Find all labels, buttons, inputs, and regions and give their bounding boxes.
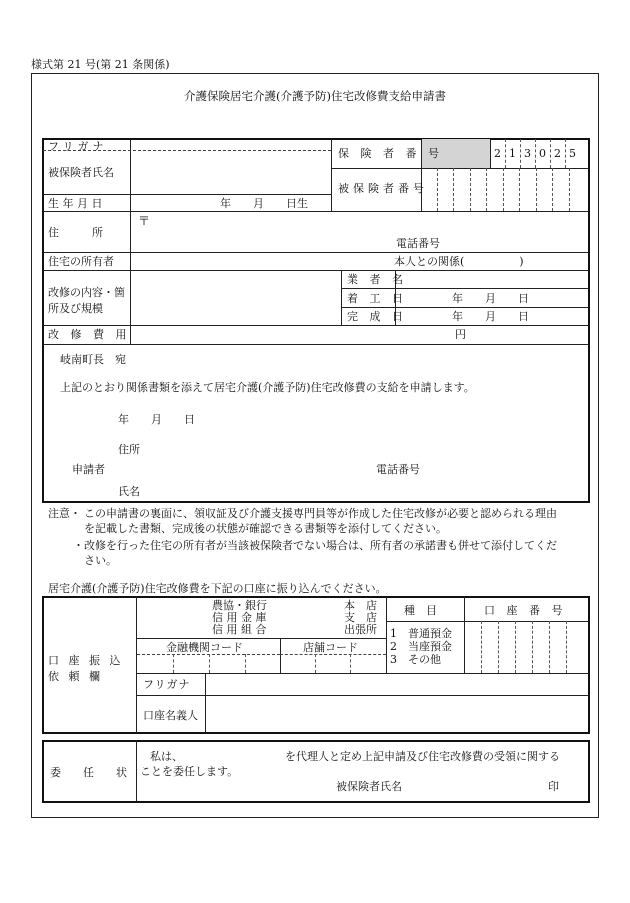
declaration-date[interactable]: 年 月 日 [118, 413, 195, 426]
form-title: 介護保険居宅介護(介護予防)住宅改修費支給申請書 [184, 89, 446, 103]
bank-intro: 居宅介護(介護予防)住宅改修費を下記の口座に振り込んでください。 [48, 582, 387, 595]
yen-label: 円 [455, 328, 466, 341]
phone-label: 電話番号 [396, 237, 440, 250]
insurer-digit-3: 3 [524, 147, 531, 160]
address-label: 住 所 [48, 226, 103, 239]
birthdate-label: 生 年 月 日 [48, 197, 103, 210]
account-type-label: 種 目 [404, 604, 437, 617]
proxy-text-a: 私は、 [150, 750, 183, 763]
insurer-digit-5: 2 [554, 147, 561, 160]
addressee: 岐南町長 宛 [60, 353, 126, 366]
declaration-statement: 上記のとおり関係書類を添えて居宅介護(介護予防)住宅改修費の支給を申請します。 [60, 381, 475, 394]
bank-section-label-2: 依 頼 欄 [48, 670, 103, 683]
branch-type-3: 出張所 [344, 623, 377, 636]
branch-type-2: 支 店 [344, 611, 377, 624]
postal-mark: 〒 [138, 214, 151, 228]
start-date-label: 着 工 日 [347, 292, 407, 305]
note-1-line-2: を記載した書類、完成後の状態が確認できる書類等を添付してください。 [84, 522, 447, 535]
proxy-text-b: を代理人と定め上記申請及び住宅改修費の受領に関する [285, 750, 560, 763]
renovation-content-label: 改修の内容・箇所及び規模 [48, 286, 125, 315]
applicant-name-label: 氏名 [118, 485, 140, 498]
form-number: 様式第 21 号(第 21 条関係) [31, 58, 170, 71]
bank-furigana-label: フリガナ [143, 678, 191, 691]
insurer-number-label: 保 険 者 番 号 [338, 147, 443, 160]
contractor-label: 業 者 名 [347, 273, 407, 286]
furigana-label: フリガナ [48, 140, 108, 153]
applicant-phone-label: 電話番号 [376, 463, 420, 476]
bank-code-label: 金融機関コード [166, 641, 243, 654]
insurer-digit-2: 1 [509, 147, 516, 160]
bank-type-2: 信 用 金 庫 [212, 611, 267, 624]
proxy-label: 委 任 状 [50, 766, 127, 779]
completion-date-field[interactable]: 年 月 日 [452, 310, 529, 323]
start-date-field[interactable]: 年 月 日 [452, 292, 529, 305]
completion-date-label: 完 成 日 [347, 310, 407, 323]
seal-mark: 印 [548, 780, 559, 793]
account-option-1[interactable]: 1 普通預金 [390, 627, 452, 640]
birthdate-field[interactable]: 年 月 日生 [220, 197, 308, 210]
account-option-2[interactable]: 2 当座預金 [390, 640, 452, 653]
owner-label: 住宅の所有者 [48, 255, 114, 268]
insured-name-label: 被保険者氏名 [48, 166, 114, 179]
relation-field[interactable]: 本人との関係( ) [394, 255, 524, 268]
note-bullet: ・ [73, 539, 84, 552]
note-2-line-2: さい。 [84, 554, 117, 567]
bank-type-1: 農協・銀行 [212, 599, 267, 612]
proxy-text-c: ことを委任します。 [140, 765, 239, 778]
bank-type-3: 信 用 組 合 [212, 623, 267, 636]
cost-label: 改 修 費 用 [48, 328, 131, 341]
branch-type-1: 本 店 [344, 599, 377, 612]
bank-section-label-1: 口 座 振 込 [48, 654, 124, 667]
account-option-3[interactable]: 3 その他 [390, 653, 441, 666]
note-2-line-1: 改修を行った住宅の所有者が当該被保険者でない場合は、所有者の承諾書も併せて添付してくだ [84, 539, 557, 552]
insurer-digit-4: 0 [539, 147, 546, 160]
account-holder-label: 口座名義人 [143, 709, 198, 722]
note-prefix: 注意・ [48, 507, 81, 520]
applicant-label: 申請者 [72, 463, 105, 476]
insured-number-label: 被保険者番号 [338, 182, 428, 195]
proxy-insured-name-label: 被保険者氏名 [336, 780, 402, 793]
insurer-digit-1: 2 [494, 147, 501, 160]
insurer-digit-6: 5 [569, 147, 576, 160]
applicant-address-label: 住所 [118, 443, 140, 456]
account-number-label: 口 座 番 号 [484, 604, 567, 617]
note-1-line-1: この申請書の裏面に、領収証及び介護支援専門員等が作成した住宅改修が必要と認められる理由 [84, 507, 557, 520]
branch-code-label: 店舗コード [303, 641, 358, 654]
